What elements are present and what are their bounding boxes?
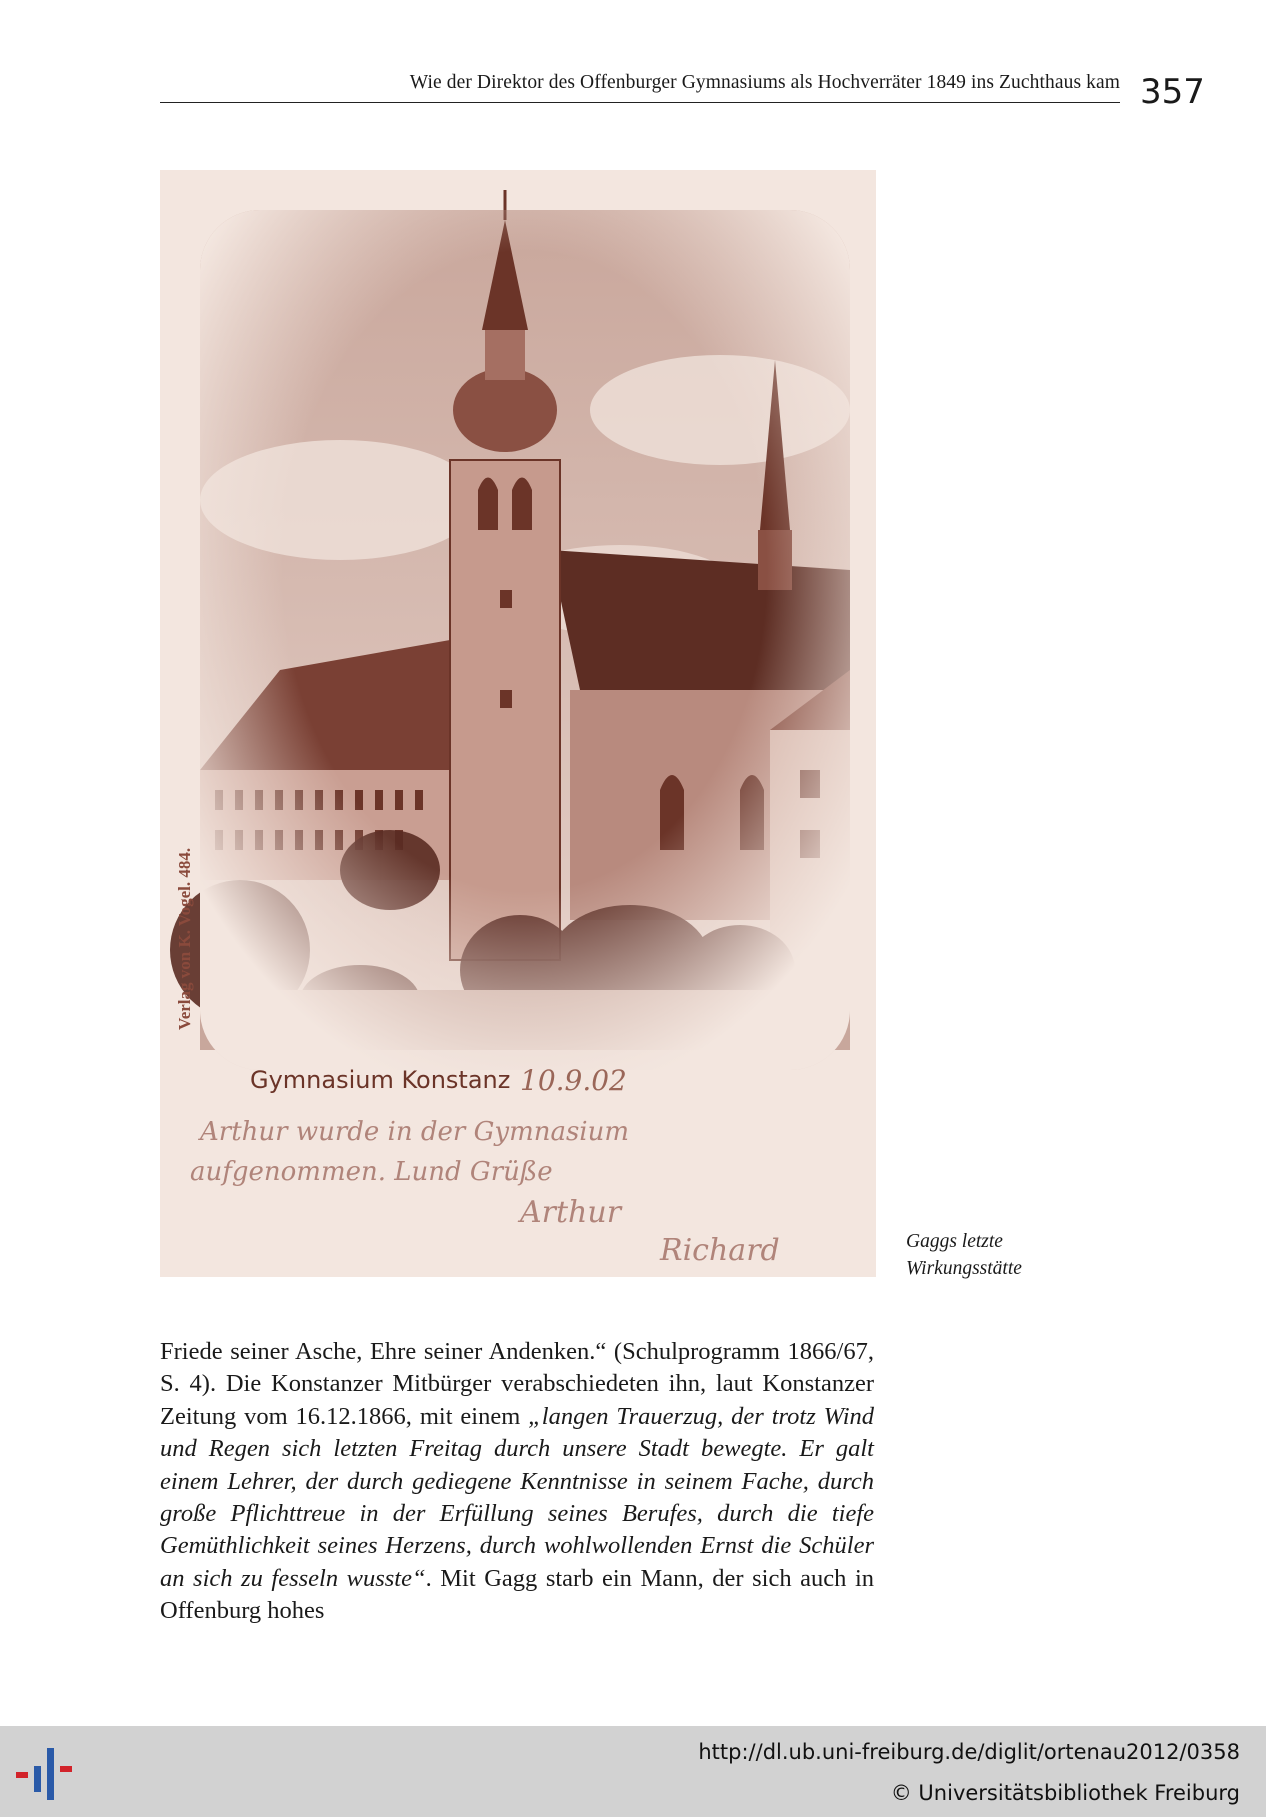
copyright-notice: © Universitätsbibliothek Freiburg — [890, 1781, 1240, 1805]
church-illustration — [170, 190, 850, 1070]
newspaper-quote: „langen Trauerzug, der trotz Wind und Regen sich letzten Freitag durch unsere Stadt bewegte. Er galt einem Lehrer, der durch gediegene Kenntnisse in seinem Fache, durch große Pflichttreue in der Erfüllung seines Berufes, durch die tiefe Gemüthlichkeit seines Herzens, durch wohlwollenden Ernst die Schüler an sich zu fesseln wusste“ — [160, 1402, 874, 1592]
handwritten-line: Richard — [660, 1233, 780, 1268]
caption-line: Gaggs letzte — [906, 1231, 1003, 1252]
body-text-segment: . Mit Gagg starb ein Mann, der sich auch in Offenburg hohes — [160, 1564, 874, 1625]
page-number: 357 — [1140, 72, 1205, 112]
ub-freiburg-logo-icon — [14, 1744, 80, 1804]
handwritten-line: aufgenommen. Lund Grüße — [190, 1157, 553, 1187]
body-text-segment: Friede seiner Asche, Ehre seiner Andenken.“ (Schulprogramm 1866/67, S. 4). Die Konstanzer Mitbürger verabschiedeten ihn, laut Konstanzer Zeitung vom 16.12.1866, mit einem — [160, 1338, 874, 1430]
handwritten-date: 10.9.02 — [520, 1064, 627, 1097]
handwritten-line: Arthur — [520, 1195, 622, 1230]
postcard-photo — [160, 170, 876, 1277]
body-paragraph — [160, 1336, 874, 1628]
postcard-title: Gymnasium Konstanz — [250, 1066, 511, 1094]
caption-line: Wirkungsstätte — [906, 1258, 1022, 1279]
running-title: Wie der Direktor des Offenburger Gymnasiums als Hochverräter 1849 ins Zuchthaus kam — [160, 72, 1120, 103]
source-url-link[interactable]: http://dl.ub.uni-freiburg.de/diglit/ortenau2012/0358 — [698, 1740, 1240, 1764]
figure-caption — [906, 1228, 1166, 1282]
footer-bar — [0, 1726, 1266, 1817]
publisher-imprint: Verlag von K. Vogel. 484. — [175, 847, 194, 1030]
handwritten-line: Arthur wurde in der Gymnasium — [200, 1117, 630, 1147]
